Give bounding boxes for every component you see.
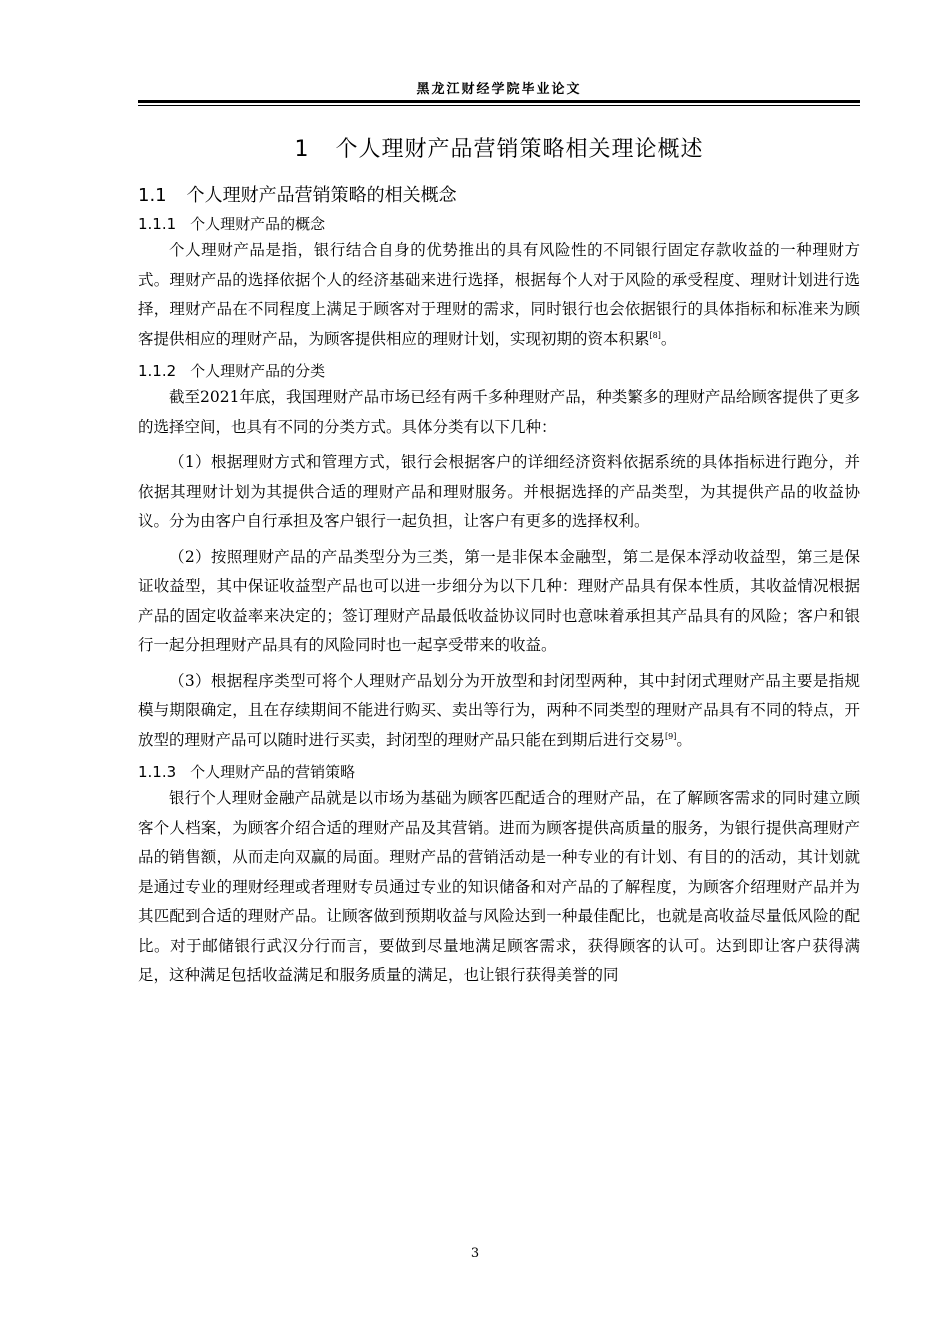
paragraph-concept: 个人理财产品是指，银行结合自身的优势推出的具有风险性的不同银行固定存款收益的一种理财方式。理财产品的选择依据个人的经济基础来进行选择，根据每个人对于风险的承受程度、理财计划进行选择，理财产品在不同程度上满足于顾客对于理财的需求，同时银行也会依据银行的具体指标和标准来为顾客提供相应的理财产品，为顾客提供相应的理财计划，实现初期的资本积累[8]。	[138, 241, 860, 348]
chapter-title	[138, 132, 860, 163]
running-header: 黑龙江财经学院毕业论文	[416, 82, 582, 97]
page-number: 3	[470, 1246, 480, 1261]
paragraph-classification-3: （3）根据程序类型可将个人理财产品划分为开放型和封闭型两种，其中封闭式理财产品主要是指规模与期限确定，且在存续期间不能进行购买、卖出等行为，两种不同类型的理财产品具有不同的特点，开放型的理财产品可以随时进行买卖，封闭型的理财产品只能在到期后进行交易[9]。	[138, 671, 860, 749]
page-content	[138, 132, 860, 991]
chapter-title-text: 个人理财产品营销策略相关理论概述	[335, 137, 704, 162]
chapter-number: 1	[294, 137, 310, 162]
header-rule-thin	[138, 105, 860, 106]
paragraph-classification-intro: 截至2021年底，我国理财产品市场已经有两千多种理财产品，种类繁多的理财产品给顾客提供了更多的选择空间，也具有不同的分类方式。具体分类有以下几种：	[138, 388, 860, 436]
paragraph-classification-1: （1）根据理财方式和管理方式，银行会根据客户的详细经济资料依据系统的具体指标进行跑分，并依据其理财计划为其提供合适的理财产品和理财服务。并根据选择的产品类型，为其提供产品的收益协议。分为由客户自行承担及客户银行一起负担，让客户有更多的选择权利。	[138, 453, 860, 530]
subsection-heading-1-1-3	[138, 761, 860, 782]
subsection-title: 个人理财产品的概念	[190, 215, 326, 233]
citation-ref: [8]	[649, 330, 661, 340]
subsection-heading-1-1-1	[138, 213, 860, 234]
paragraph-marketing-strategy: 银行个人理财金融产品就是以市场为基础为顾客匹配适合的理财产品，在了解顾客需求的同时建立顾客个人档案，为顾客介绍合适的理财产品及其营销。进而为顾客提供高质量的服务，为银行提供高理财产品的销售额，从而走向双赢的局面。理财产品的营销活动是一种专业的有计划、有目的的活动，其计划就是通过专业的理财经理或者理财专员通过专业的知识储备和对产品的了解程度，为顾客介绍理财产品并为其匹配到合适的理财产品。让顾客做到预期收益与风险达到一种最佳配比，也就是高收益尽量低风险的配比。对于邮储银行武汉分行而言，要做到尽量地满足顾客需求，获得顾客的认可。达到即让客户获得满足，这种满足包括收益满足和服务质量的满足，也让银行获得美誉的同	[138, 789, 860, 984]
subsection-number: 1.1.1	[138, 215, 177, 233]
section-number: 1.1	[138, 185, 167, 206]
subsection-heading-1-1-2	[138, 360, 860, 381]
section-heading-1-1	[138, 181, 860, 207]
subsection-number: 1.1.2	[138, 362, 177, 380]
paragraph-classification-2: （2）按照理财产品的产品类型分为三类，第一是非保本金融型，第二是保本浮动收益型，第三是保证收益型，其中保证收益型产品也可以进一步细分为以下几种：理财产品具有保本性质，其收益情况根据产品的固定收益率来决定的；签订理财产品最低收益协议同时也意味着承担其产品具有的风险；客户和银行一起分担理财产品具有的风险同时也一起享受带来的收益。	[138, 547, 860, 654]
subsection-title: 个人理财产品的分类	[190, 362, 326, 380]
subsection-number: 1.1.3	[138, 763, 177, 781]
citation-ref: [9]	[665, 731, 677, 741]
subsection-title: 个人理财产品的营销策略	[190, 763, 356, 781]
header-rule-thick	[138, 100, 860, 103]
section-title: 个人理财产品营销策略的相关概念	[186, 185, 457, 206]
